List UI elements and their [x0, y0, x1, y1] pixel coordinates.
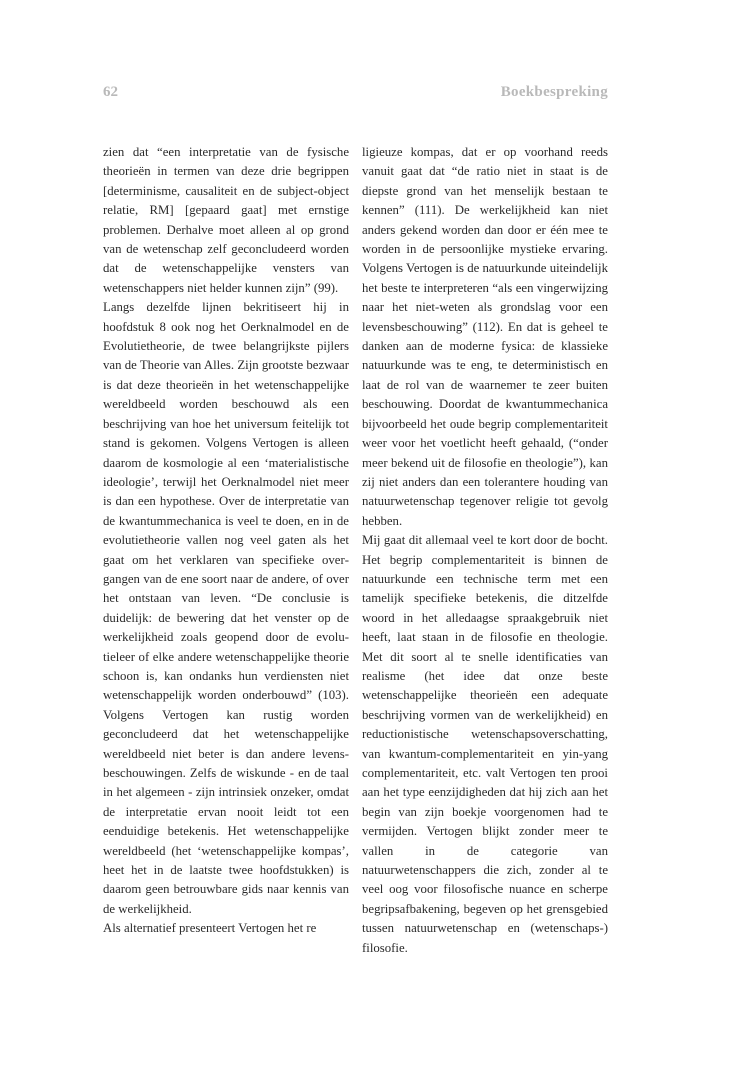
- left-column: [103, 143, 349, 939]
- paragraph: Mij gaat dit allemaal veel te kort door de bocht. Het begrip complementariteit is binnen de natuurkunde een technische term met een tamelijk specifieke betekenis, die ditzelfde woord in het alledaagse spraakgebruik niet heeft, laat staan in de filosofie en theologie. Met dit soort al te snelle identificaties van realisme (het idee dat onze beste wetenschappelijke theorieën een adequate beschrijving vormen van de werkelijkheid) en reductionistische wetenschapsoverschatting, van kwantum-complementariteit en yin-yang complementariteit, etc. valt Vertogen ten prooi aan het type eenzijdigheden dat hij zich aan het begin van zijn boekje voorgenomen had te vermijden. Vertogen blijkt zonder meer te vallen in de categorie van natuurwetenschappers die zich, zonder al te veel oog voor filosofische nuance en scherpe begripsafbakening, begeven op het grensgebied tussen natuurwetenschap en (wetenschaps-) filosofie.: [362, 533, 608, 955]
- paragraph: zien dat “een interpretatie van de fysische theorieën in termen van deze drie begrippen [determinisme, causaliteit en de subject-object relatie, RM] [gepaard gaat] met ernstige problemen. Derhalve moet alleen al op grond van de wetenschap zelf geconcludeerd worden dat de wetenschappelijke vensters van wetenschappers niet helder kunnen zijn” (99).: [103, 145, 349, 295]
- page-number: 62: [103, 84, 118, 100]
- right-column: [362, 143, 608, 958]
- paragraph: ligieuze kompas, dat er op voorhand reeds vanuit gaat dat “de ratio niet in staat is de diepste grond van het menselijk bestaan te kennen” (111). De werkelijkheid kan niet anders gekend worden dan door er één mee te worden in de persoonlijke mystieke ervaring. Volgens Vertogen is de natuurkunde uiteindelijk het beste te interpreteren “als een vingerwijzing naar het niet-weten als grondslag voor een levensbeschouwing” (112). En dat is geheel te danken aan de moderne fysica: de klassieke natuurkunde was te eng, te deterministisch en laat de rol van de waarnemer te zeer buiten beschouwing. Doordat de kwantummechanica bijvoorbeeld het oude begrip complementariteit weer voor het voetlicht heeft gehaald, (“onder meer bekend uit de filosofie en theologie”), kan zij niet anders dan een tolerantere houding van natuurwetenschap tegenover religie tot gevolg hebben.: [362, 145, 608, 528]
- running-title: Boekbespreking: [500, 84, 608, 100]
- paragraph: Langs dezelfde lijnen bekritiseert hij in hoofdstuk 8 ook nog het Oerknalmodel en de Evolutietheorie, de twee belangrijkste pijlers van de Theorie van Alles. Zijn grootste bezwaar is dat deze theorieën in het wetenschappelijke wereldbeeld worden beschouwd als een beschrijving van hoe het universum feitelijk tot stand is gekomen. Volgens Vertogen is alleen daarom de kosmologie al een ‘materialistische ideologie’, terwijl het Oerknalmodel niet meer is dan een hypothese. Over de interpretatie van de kwantummechanica is veel te doen, en in de evolutietheorie vallen nog veel gaten als het gaat om het verklaren van specifieke overgangen van de ene soort naar de andere, of over het ontstaan van leven. “De conclusie is duidelijk: de bewering dat het venster op de werkelijkheid zoals geopend door de evolutieleer of elke andere wetenschappelijke theorie schoon is, kan ondanks hun verdiensten niet wetenschappelijk worden onderbouwd” (103). Volgens Vertogen kan rustig worden geconcludeerd dat het wetenschappelijke wereldbeeld niet beter is dan andere levensbeschouwingen. Zelfs de wiskunde - en de taal in het algemeen - zijn intrinsiek onzeker, omdat de interpretatie ervan nooit leidt tot een eenduidige betekenis. Het wetenschappelijke wereldbeeld (het ‘wetenschappelijke kompas’, heet het in de laatste twee hoofdstukken) is daarom geen betrouwbare gids naar kennis van de werkelijkheid.: [103, 300, 349, 916]
- page-header: [103, 84, 608, 106]
- paragraph: Als alternatief presenteert Vertogen het re: [103, 921, 317, 936]
